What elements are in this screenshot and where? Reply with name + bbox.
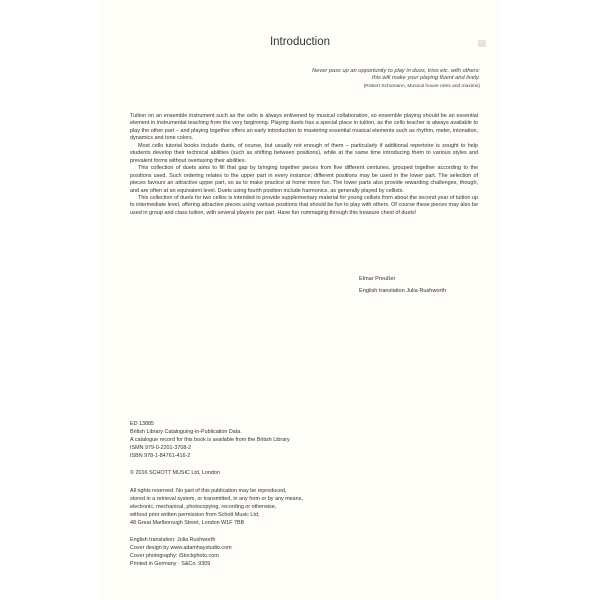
- credit-line: Cover photography: iStockphoto.com: [130, 553, 219, 560]
- catalog-line: ED 13885: [130, 421, 154, 427]
- rights-line: stored in a retrieval system, or transmitted, in any form or by any means,: [130, 495, 303, 502]
- rights-line: electronic, mechanical, photocopying, recording or otherwise,: [130, 503, 277, 510]
- credit-line: Printed in Germany · S&Co. 9309: [130, 561, 211, 568]
- catalog-line: A catalogue record for this book is available from the British Library: [130, 437, 290, 444]
- epigraph: [160, 68, 480, 90]
- credits: [130, 536, 380, 568]
- rights-line: 48 Great Marlborough Street, London W1F 7BB: [130, 519, 245, 526]
- page-title: Introduction: [269, 36, 331, 48]
- author-name: Elmar Preußer: [359, 276, 396, 282]
- translator-credit: English translation Julia Rushworth: [359, 287, 447, 294]
- catalog-line: ISMN 979-0-2201-3708-2: [130, 445, 192, 452]
- copyright-notice: [130, 469, 380, 477]
- rights-notice: [130, 487, 380, 527]
- page-corner-mark: [478, 40, 486, 47]
- rights-line: All rights reserved. No part of this publication may be reproduced,: [130, 487, 287, 494]
- signature-block: [359, 274, 489, 297]
- epigraph-line: this will make your playing fluent and lively.: [371, 75, 480, 82]
- paragraph: This collection of duets aims to fill that gap by bringing together pieces from five different centuries, grouped together according to the positions used. Such ordering relates to the upper part in every instance; different positions may be used in the lower part. The selection of pieces favours an attractive upper part, so as to make practice at home more fun. The lower parts also provide rewarding challenges, though, and are often at an equivalent level. Duets using fourth position include harmonics, as generally played by cellists.: [130, 165, 478, 194]
- credit-line: Cover design by www.adamhaystudio.com: [130, 545, 232, 552]
- epigraph-source: (Robert Schumann, Musical house rules and maxims): [363, 83, 480, 89]
- catalog-info: [130, 420, 380, 460]
- credit-line: English translation: Julia Rushworth: [130, 537, 216, 544]
- epigraph-line: Never pass up an opportunity to play in duos, trios etc. with others:: [312, 68, 480, 74]
- rights-line: without prior written permission from Schott Music Ltd,: [130, 511, 260, 518]
- paragraph: Most cello tutorial books include duets, of course, but usually not enough of them – particularly if additional repertoire is sought to help students develop their technical abilities (such as shifting between positions), while at the same time introducing them to various styles and prevalent forms without overtaxing their abilities.: [130, 142, 478, 164]
- catalog-line: ISBN 978-1-84761-416-2: [130, 453, 191, 460]
- paragraph: Tuition on an ensemble instrument such as the cello is always enlivened by musical collaboration, so ensemble playing should be an essential element in instrumental teaching from the very beginning. Playing duets has a special place in tuition, as the cello teacher is always available to play the other part – and playing together offers an early introduction to mastering essential musical elements such as rhythm, meter, intonation, dynamics and tone colors.: [130, 113, 478, 142]
- catalog-line: British Library Cataloguing-in-Publication Data.: [130, 429, 242, 436]
- imprint: [130, 420, 380, 577]
- copyright-line: © 2016 SCHOTT MUSIC Ltd, London: [130, 470, 220, 477]
- book-page: [100, 0, 500, 600]
- paragraph: This collection of duets for two cellos is intended to provide supplementary material for young cellists from about the second year of tuition up to intermediate level, offering attractive pieces using various positions that should be fun to play with others. Of course these pieces may also be used in group and class tuition, with several players per part. Have fun rummaging through this treasure chest of duets!: [130, 194, 478, 216]
- introduction-body: [130, 113, 478, 217]
